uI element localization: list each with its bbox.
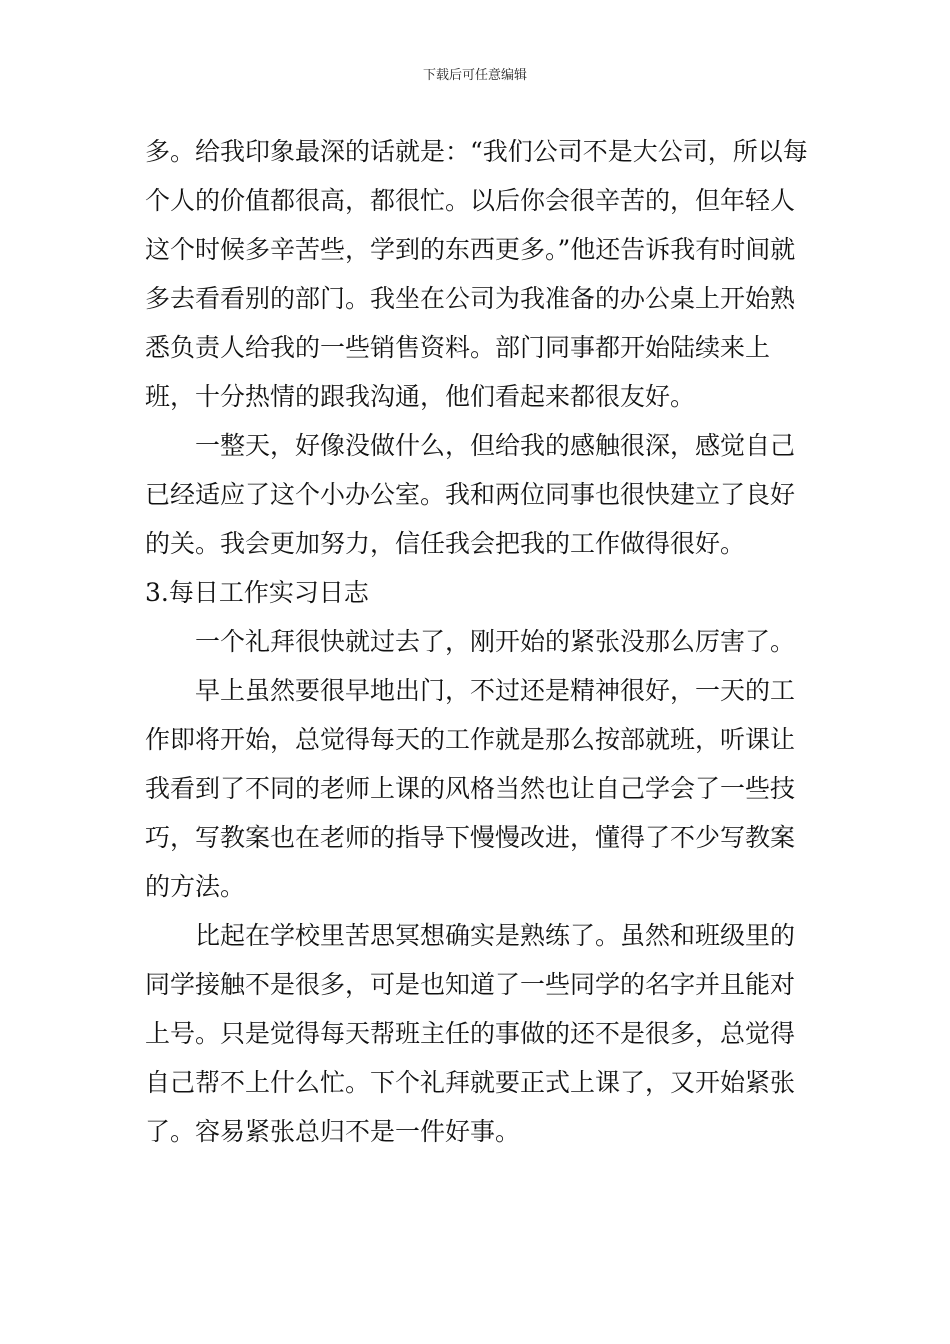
paragraph: 比起在学校里苦思冥想确实是熟练了。虽然和班级里的同学接触不是很多，可是也知道了一些同学的名字并且能对上号。只是觉得每天帮班主任的事做的还不是很多，总觉得自己帮不上什么忙。下个礼拜就要正式上课了，又开始紧张了。容易紧张总归不是一件好事。 xyxy=(145,921,796,1146)
paragraph: 早上虽然要很早地出门，不过还是精神很好，一天的工作即将开始，总觉得每天的工作就是那么按部就班，听课让我看到了不同的老师上课的风格当然也让自己学会了一些技巧，写教案也在老师的指导下慢慢改进，懂得了不少写教案的方法。 xyxy=(145,676,796,901)
section-heading: 3.每日工作实习日志 xyxy=(145,578,369,607)
paragraph: 一整天，好像没做什么，但给我的感触很深，感觉自己已经适应了这个小办公室。我和两位同事也很快建立了良好的关。我会更加努力，信任我会把我的工作做得很好。 xyxy=(145,431,796,558)
document-body xyxy=(145,127,810,1156)
paragraph-continuation: 多。给我印象最深的话就是：“我们公司不是大公司，所以每个人的价值都很高，都很忙。以后你会很辛苦的，但年轻人这个时候多辛苦些，学到的东西更多。”他还告诉我有时间就多去看看别的部门。我坐在公司为我准备的办公桌上开始熟悉负责人给我的一些销售资料。部门同事都开始陆续来上班，十分热情的跟我沟通，他们看起来都很友好。 xyxy=(145,137,808,411)
paragraph: 一个礼拜很快就过去了，刚开始的紧张没那么厉害了。 xyxy=(195,627,796,656)
page-header: 下载后可任意编辑 xyxy=(422,68,527,83)
